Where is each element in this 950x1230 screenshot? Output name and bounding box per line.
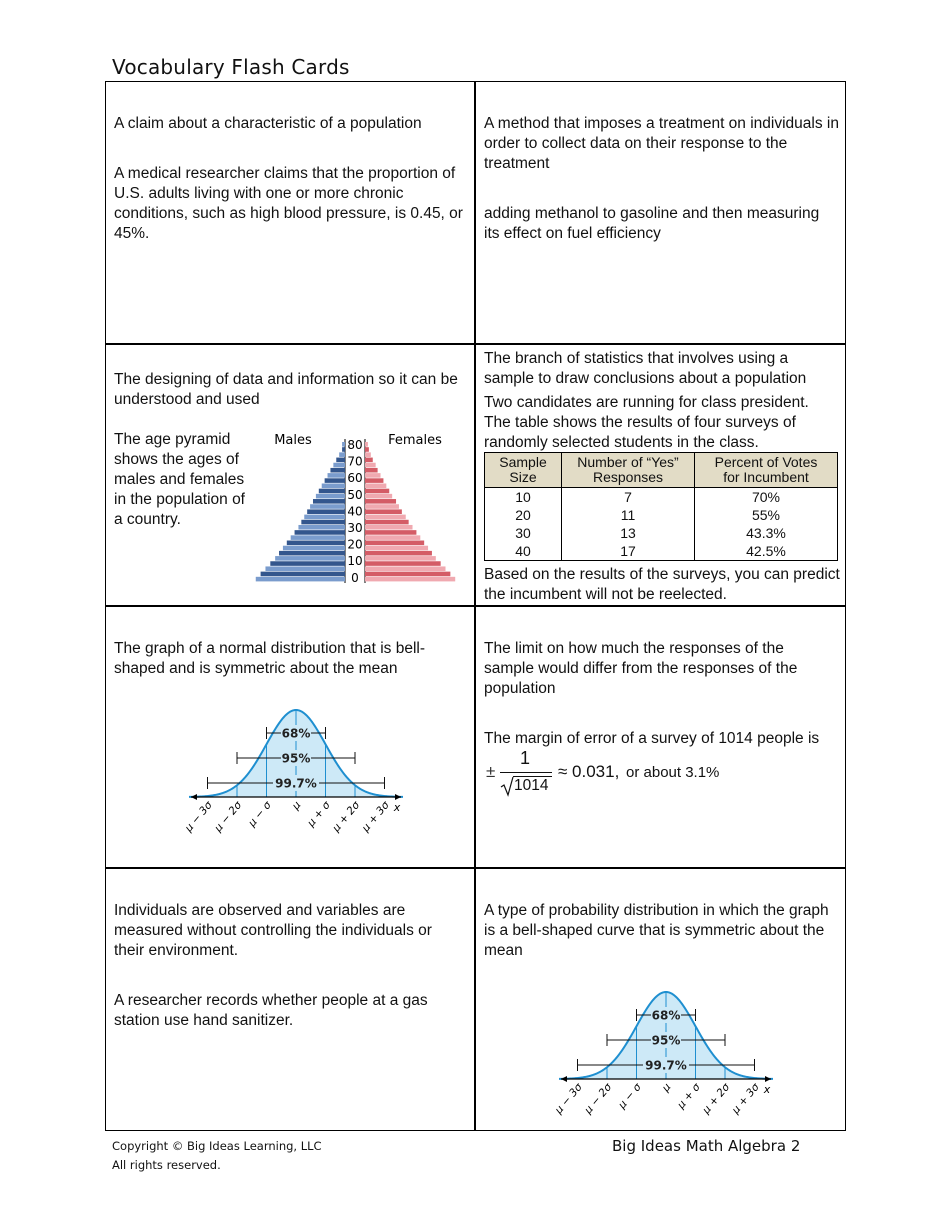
pyramid-age-label: 70 bbox=[347, 454, 363, 469]
card-1-example: A medical researcher claims that the proportion of U.S. adults living with one or more chronic conditions, such as high blood pressure, is 0.45, or 45%. bbox=[114, 165, 463, 242]
grid-divider-row-1 bbox=[105, 343, 846, 345]
pyramid-male-bar bbox=[316, 494, 345, 499]
margin-of-error-formula bbox=[486, 748, 786, 800]
footer-rights: All rights reserved. bbox=[112, 1158, 221, 1172]
header-text: for Incumbent bbox=[723, 469, 809, 485]
axis-label: μ bbox=[289, 799, 304, 813]
axis-label: μ + σ bbox=[305, 799, 333, 829]
pyramid-female-bar bbox=[365, 509, 402, 514]
table-cell: 20 bbox=[485, 506, 562, 524]
formula-result: ≈ 0.031, bbox=[558, 762, 620, 781]
pyramid-female-bar bbox=[365, 546, 428, 551]
age-pyramid-chart bbox=[245, 428, 465, 588]
pyramid-male-bar bbox=[298, 525, 345, 530]
right-arrow-icon bbox=[765, 1076, 771, 1082]
pyramid-female-bar bbox=[365, 447, 369, 452]
pyramid-male-bar bbox=[336, 458, 345, 463]
pyramid-male-bar bbox=[310, 504, 345, 509]
pyramid-female-bar bbox=[365, 525, 413, 530]
header-text: Sample bbox=[499, 454, 547, 470]
card-5-definition: The graph of a normal distribution that is bell-shaped and is symmetric about the mean bbox=[114, 640, 426, 677]
x-label: x bbox=[763, 1083, 771, 1096]
band-label: 99.7% bbox=[275, 776, 317, 791]
pyramid-female-bar bbox=[365, 551, 432, 556]
header-text: Size bbox=[509, 469, 537, 485]
header-text: Percent of Votes bbox=[714, 454, 818, 470]
pyramid-female-bar bbox=[365, 478, 383, 483]
pyramid-female-bar bbox=[365, 561, 441, 566]
pyramid-male-bar bbox=[325, 478, 345, 483]
table-row bbox=[485, 542, 838, 561]
pyramid-age-label: 50 bbox=[347, 487, 363, 502]
table-cell: 17 bbox=[562, 542, 695, 561]
pyramid-age-label: 20 bbox=[347, 537, 363, 552]
pyramid-male-bar bbox=[333, 463, 345, 468]
fraction-bar bbox=[500, 772, 552, 773]
axis-label: μ − σ bbox=[246, 799, 274, 829]
table-cell: 30 bbox=[485, 524, 562, 542]
pyramid-female-bar bbox=[365, 494, 392, 499]
card-2-example: adding methanol to gasoline and then measuring its effect on fuel efficiency bbox=[484, 205, 820, 242]
pyramid-male-bar bbox=[342, 442, 345, 447]
axis-label: μ − 3σ bbox=[183, 799, 215, 835]
band-label: 68% bbox=[651, 1008, 681, 1023]
left-arrow-icon bbox=[191, 794, 197, 800]
pyramid-female-bar bbox=[365, 577, 455, 582]
card-6-definition-example: The margin of error of a survey of 1014 people is bbox=[484, 730, 820, 747]
pyramid-female-bar bbox=[365, 520, 409, 525]
table-row bbox=[485, 488, 838, 507]
survey-table bbox=[484, 452, 838, 561]
card-7-definition: Individuals are observed and variables are measured without controlling the individuals or their environment. bbox=[114, 902, 432, 959]
pyramid-males-label: Males bbox=[274, 433, 312, 448]
axis-label: μ + 2σ bbox=[700, 1081, 733, 1117]
left-arrow-icon bbox=[561, 1076, 567, 1082]
band-label: 95% bbox=[281, 751, 311, 766]
pyramid-female-bar bbox=[365, 468, 378, 473]
pyramid-female-bar bbox=[365, 530, 416, 535]
pyramid-male-bar bbox=[342, 447, 345, 452]
header-text: Number of “Yes” bbox=[577, 454, 679, 470]
table-cell: 7 bbox=[562, 488, 695, 507]
pyramid-male-bar bbox=[287, 541, 345, 546]
pyramid-age-label: 40 bbox=[347, 504, 363, 519]
pyramid-females-label: Females bbox=[388, 433, 442, 448]
pyramid-male-bar bbox=[270, 561, 345, 566]
band-label: 95% bbox=[651, 1033, 681, 1048]
table-cell: 42.5% bbox=[695, 542, 838, 561]
table-cell: 43.3% bbox=[695, 524, 838, 542]
plus-minus-sign: ± bbox=[486, 762, 496, 781]
card-6-definition: The limit on how much the responses of the sample would differ from the responses of the population bbox=[484, 640, 798, 697]
table-cell: 55% bbox=[695, 506, 838, 524]
formula-denominator: 1014 bbox=[514, 777, 549, 794]
pyramid-female-bar bbox=[365, 452, 371, 457]
card-1-definition: A claim about a characteristic of a population bbox=[114, 115, 422, 132]
pyramid-male-bar bbox=[291, 535, 345, 540]
footer-copyright: Copyright © Big Ideas Learning, LLC bbox=[112, 1139, 322, 1153]
pyramid-male-bar bbox=[319, 489, 345, 494]
pyramid-female-bar bbox=[365, 499, 396, 504]
square-root-icon bbox=[500, 775, 514, 797]
pyramid-female-bar bbox=[365, 541, 424, 546]
pyramid-age-label: 30 bbox=[347, 521, 363, 535]
pyramid-female-bar bbox=[365, 566, 446, 571]
band-label: 99.7% bbox=[645, 1058, 687, 1073]
axis-label: μ − 3σ bbox=[553, 1081, 585, 1117]
axis-label: μ + σ bbox=[675, 1081, 703, 1111]
pyramid-age-label: 10 bbox=[347, 554, 363, 569]
grid-divider-row-2 bbox=[105, 605, 846, 607]
table-cell: 40 bbox=[485, 542, 562, 561]
axis-label: μ + 3σ bbox=[359, 799, 392, 835]
pyramid-female-bar bbox=[365, 504, 399, 509]
card-3-example: The age pyramid shows the ages of males and females in the population of a country. bbox=[114, 431, 245, 528]
pyramid-male-bar bbox=[279, 551, 345, 556]
grid-divider-row-3 bbox=[105, 867, 846, 869]
pyramid-female-bar bbox=[365, 535, 420, 540]
band-label: 68% bbox=[281, 726, 311, 741]
pyramid-male-bar bbox=[261, 572, 345, 577]
pyramid-female-bar bbox=[365, 483, 386, 488]
normal-distribution-graph-2 bbox=[553, 982, 778, 1122]
right-arrow-icon bbox=[395, 794, 401, 800]
pyramid-female-bar bbox=[365, 473, 381, 478]
formula-tail: or about 3.1% bbox=[626, 764, 720, 781]
pyramid-female-bar bbox=[365, 556, 436, 561]
axis-label: μ bbox=[659, 1081, 674, 1095]
table-row bbox=[485, 524, 838, 542]
pyramid-male-bar bbox=[301, 520, 345, 525]
pyramid-male-bar bbox=[265, 566, 345, 571]
axis-label: μ − σ bbox=[616, 1081, 644, 1111]
pyramid-female-bar bbox=[365, 458, 373, 463]
pyramid-male-bar bbox=[330, 468, 345, 473]
table-cell: 10 bbox=[485, 488, 562, 507]
pyramid-female-bar bbox=[365, 515, 406, 520]
header-text: Responses bbox=[592, 469, 664, 485]
pyramid-male-bar bbox=[275, 556, 345, 561]
table-cell: 13 bbox=[562, 524, 695, 542]
pyramid-male-bar bbox=[322, 483, 345, 488]
pyramid-female-bar bbox=[365, 489, 389, 494]
axis-label: μ + 3σ bbox=[729, 1081, 762, 1117]
header-percent-votes bbox=[695, 453, 838, 488]
pyramid-male-bar bbox=[307, 509, 345, 514]
pyramid-female-bar bbox=[365, 572, 450, 577]
normal-distribution-graph-1 bbox=[183, 700, 408, 840]
header-yes-responses bbox=[562, 453, 695, 488]
survey-table-header bbox=[485, 453, 838, 488]
pyramid-male-bar bbox=[304, 515, 345, 520]
pyramid-age-label: 60 bbox=[347, 471, 363, 486]
pyramid-male-bar bbox=[339, 452, 345, 457]
pyramid-male-bar bbox=[313, 499, 345, 504]
page-title: Vocabulary Flash Cards bbox=[112, 55, 350, 79]
card-8-definition: A type of probability distribution in which the graph is a bell-shaped curve that is symmetric about the mean bbox=[484, 902, 829, 959]
pyramid-male-bar bbox=[256, 577, 345, 582]
axis-label: μ + 2σ bbox=[330, 799, 363, 835]
formula-numerator: 1 bbox=[520, 748, 531, 768]
table-row bbox=[485, 506, 838, 524]
card-7-example: A researcher records whether people at a gas station use hand sanitizer. bbox=[114, 992, 428, 1029]
pyramid-male-bar bbox=[328, 473, 345, 478]
table-cell: 70% bbox=[695, 488, 838, 507]
card-4-definition: The branch of statistics that involves using a sample to draw conclusions about a population bbox=[484, 350, 807, 387]
card-3-definition: The designing of data and information so it can be understood and used bbox=[114, 371, 458, 408]
table-cell: 11 bbox=[562, 506, 695, 524]
pyramid-female-bar bbox=[365, 463, 376, 468]
header-sample-size bbox=[485, 453, 562, 488]
x-label: x bbox=[393, 801, 401, 814]
pyramid-male-bar bbox=[283, 546, 345, 551]
card-2-definition: A method that imposes a treatment on individuals in order to collect data on their response to the treatment bbox=[484, 115, 839, 172]
axis-label: μ − 2σ bbox=[582, 1081, 615, 1117]
pyramid-female-bar bbox=[365, 442, 368, 447]
axis-label: μ − 2σ bbox=[212, 799, 245, 835]
pyramid-male-bar bbox=[295, 530, 345, 535]
card-4-example: Two candidates are running for class president. The table shows the results of four surveys of randomly selected students in the class. bbox=[484, 394, 809, 451]
card-4-conclusion: Based on the results of the surveys, you can predict the incumbent will not be reelected. bbox=[484, 566, 840, 603]
pyramid-age-label: 80 bbox=[347, 438, 363, 452]
pyramid-age-label: 0 bbox=[351, 570, 359, 585]
footer-book-title: Big Ideas Math Algebra 2 bbox=[612, 1137, 801, 1155]
